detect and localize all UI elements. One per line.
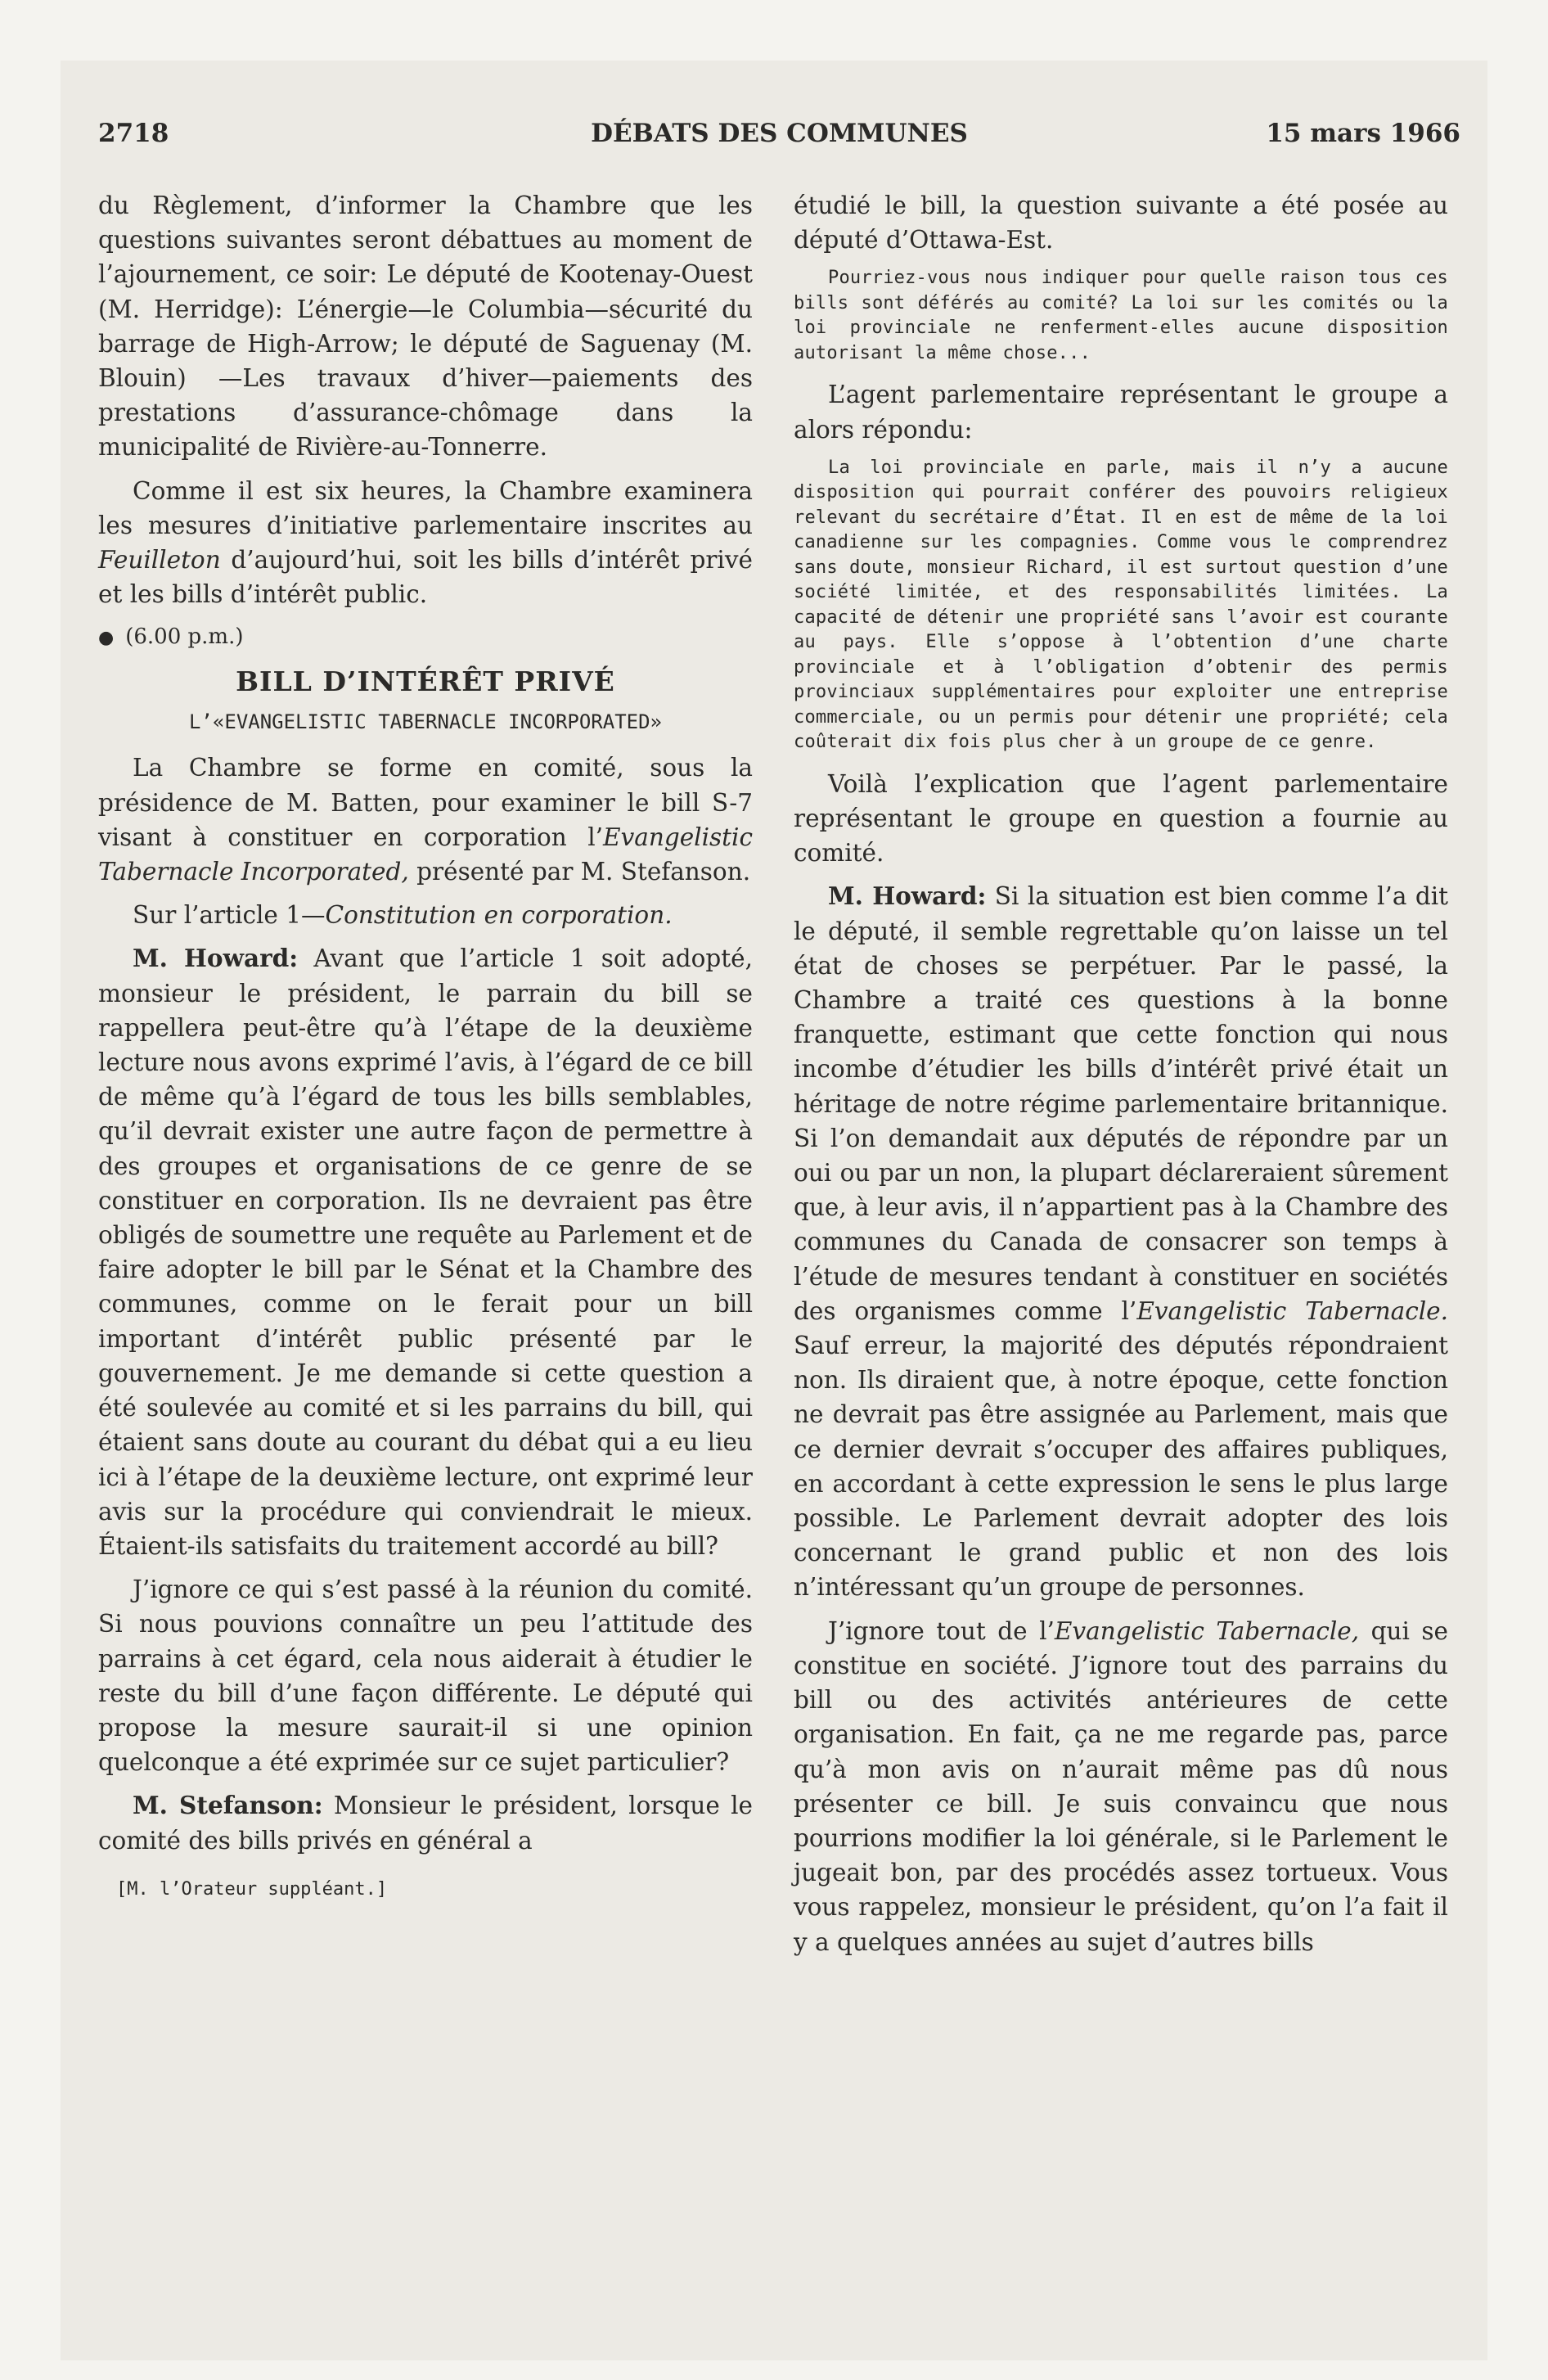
right-column (794, 188, 1448, 1968)
section-heading: BILL D’INTÉRÊT PRIVÉ (236, 665, 615, 698)
paragraph (794, 1614, 1448, 1959)
speech-text: Si la situation est bien comme l’a dit le député, il semble regrettable qu’on laisse un tel état de choses se perpétuer. Par le passé, la Chambre a traité ces questions à la bonne franquette, estimant que cette fonction qui nous incombe d’étudier les bills d’intérêt privé était un héritage de notre régime parlementaire britannique. Si l’on demandait aux députés de répondre par un oui ou par un non, la plupart déclareraient sûrement que, à leur avis, il n’appartient pas à la Chambre des communes du Canada de consacrer son temps à l’étude de mesures tendant à constituer en sociétés des organismes comme l’ (794, 882, 1449, 1325)
speech-text: Avant que l’article 1 soit adopté, monsieur le président, le parrain du bill se rappellera peut-être qu’à l’étape de la deuxième lecture nous avons exprimé l’avis, à l’égard de ce bill de même qu’à l’égard de tous les bills semblables, qu’il devrait exister une autre façon de permettre à des groupes et organisations de ce genre de se constituer en corporation. Ils ne devraient pas être obligés de soumettre une requête au Parlement et de faire adopter le bill par le Sénat et la Chambre des communes, comme on le ferait pour un bill important d’intérêt public présenté par le gouvernement. Je me demande si cette question a été soulevée au comité et si les parrains du bill, qui étaient sans doute au courant du débat qui a eu lieu ici à l’étape de la deuxième lecture, ont exprimé leur avis sur la procédure qui conviendrait le mieux. Étaient-ils satisfaits du traitement accordé au bill? (98, 944, 753, 1560)
italic-run: Feuilleton (98, 546, 221, 575)
paragraph: étudié le bill, la question suivante a été posée au député d’Ottawa-Est. (794, 192, 1448, 255)
paragraph (98, 751, 753, 889)
speech-text: Sauf erreur, la majorité des députés répondraient non. Ils diraient que, à notre époque, cette fonction ne devrait pas être assignée au Parlement, mais que ce dernier devrait s’occuper des affaires publiques, en accordant à cette expression le sens le plus large possible. Le Parlement devrait adopter des lois concernant le grand public et non des lois n’intéressant qu’un groupe de personnes. (794, 1332, 1448, 1602)
text-run: présenté par M. Stefanson. (408, 858, 751, 886)
text-run: d’aujourd’hui, soit les bills d’intérêt privé et les bills d’intérêt public. (98, 546, 753, 609)
quoted-passage: La loi provinciale en parle, mais il n’y a aucune disposition qui pourrait conférer des pouvoirs religieux relevant du secrétaire d’État. Il en est de même de la loi canadienne sur les compagnies. Comme vous le comprendrez sans doute, monsieur Richard, il est surtout question d’une société limitée, et des responsabilités limitées. La capacité de détenir une propriété sans l’avoir est courante au pays. Elle s’oppose à l’obtention d’une charte provinciale et à l’obligation d’obtenir des permis provinciaux supplémentaires pour exploiter une entreprise commerciale, ou un permis pour détenir une propriété; cela coûterait dix fois plus cher à un groupe de ce genre. (794, 457, 1448, 753)
speech-text: Monsieur le président, lorsque le comité des bills privés en général a (98, 1792, 753, 1855)
speech-paragraph (98, 941, 753, 1563)
text-run: Comme il est six heures, la Chambre examinera les mesures d’initiative parlementaire inscrites au (98, 476, 753, 539)
text-run: La Chambre se forme en comité, sous la présidence de M. Batten, pour examiner le bill S-7 visant à constituer en corporation l’ (98, 754, 753, 851)
speaker-name: M. Howard: (828, 881, 987, 911)
italic-run: Evangelistic Tabernacle, (1054, 1616, 1360, 1645)
italic-run: Constitution en corporation. (325, 901, 673, 930)
timestamp-text: (6.00 p.m.) (125, 624, 244, 650)
italic-run: Evangelistic Tabernacle Incorporated, (98, 823, 753, 886)
document-page (98, 119, 1460, 1956)
speaker-name: M. Howard: (133, 944, 299, 973)
left-column (98, 188, 753, 1907)
speech-paragraph (794, 879, 1448, 1604)
timestamp (98, 620, 753, 655)
page-number: 2718 (98, 119, 169, 148)
text-run: qui se constitue en société. J’ignore tout des parrains du bill ou des activités antérieures de cette organisation. En fait, ça ne me regarde pas, parce qu’à mon avis on n’aurait même pas dû nous présenter ce bill. Je suis convaincu que nous pourrions modifier la loi générale, si le Parlement le jugeait bon, par des procédés assez tortueux. Vous vous rappelez, monsieur le président, qu’on l’a fait il y a quelques années au sujet d’autres bills (794, 1616, 1449, 1956)
paragraph: J’ignore ce qui s’est passé à la réunion du comité. Si nous pouvions connaître un peu l’attitude des parrains à cet égard, cela nous aiderait à étudier le reste du bill d’une façon différente. Le député qui propose la mesure saurait-il si une opinion quelconque a été exprimée sur ce sujet particulier? (98, 1575, 753, 1777)
italic-run: Evangelistic Tabernacle. (1136, 1296, 1449, 1325)
issue-date: 15 mars 1966 (1266, 119, 1460, 148)
running-header (98, 119, 1460, 160)
text-run: J’ignore tout de l’ (828, 1616, 1055, 1645)
bill-subheading: L’«EVANGELISTIC TABERNACLE INCORPORATED» (189, 710, 662, 734)
speech-paragraph (98, 1788, 753, 1857)
paragraph: L’agent parlementaire représentant le groupe a alors répondu: (794, 381, 1448, 444)
text-run: Sur l’article 1— (133, 901, 326, 930)
bullet-icon: ● (98, 628, 115, 649)
quoted-passage: Pourriez-vous nous indiquer pour quelle raison tous ces bills sont déférés au comité? La loi sur les comités ou la loi provinciale ne renferment-elles aucune disposition autorisant la même chose... (794, 268, 1448, 363)
speaker-footnote: [M. l’Orateur suppléant.] (116, 1878, 388, 1900)
paragraph: Voilà l’explication que l’agent parlementaire représentant le groupe en question a fournie au comité. (794, 769, 1448, 868)
paragraph (98, 898, 753, 932)
speaker-name: M. Stefanson: (133, 1791, 323, 1820)
publication-title: DÉBATS DES COMMUNES (591, 119, 968, 148)
paragraph: du Règlement, d’informer la Chambre que les questions suivantes seront débattues au moment de l’ajournement, ce soir: Le député de Kootenay-Ouest (M. Herridge): L’énergie—le Columbia—sécurité du barrage de High-Arrow; le député de Saguenay (M. Blouin) —Les travaux d’hiver—paiements des prestations d’assurance-chômage dans la municipalité de Rivière-au-Tonnerre. (98, 192, 753, 462)
paragraph (98, 474, 753, 612)
